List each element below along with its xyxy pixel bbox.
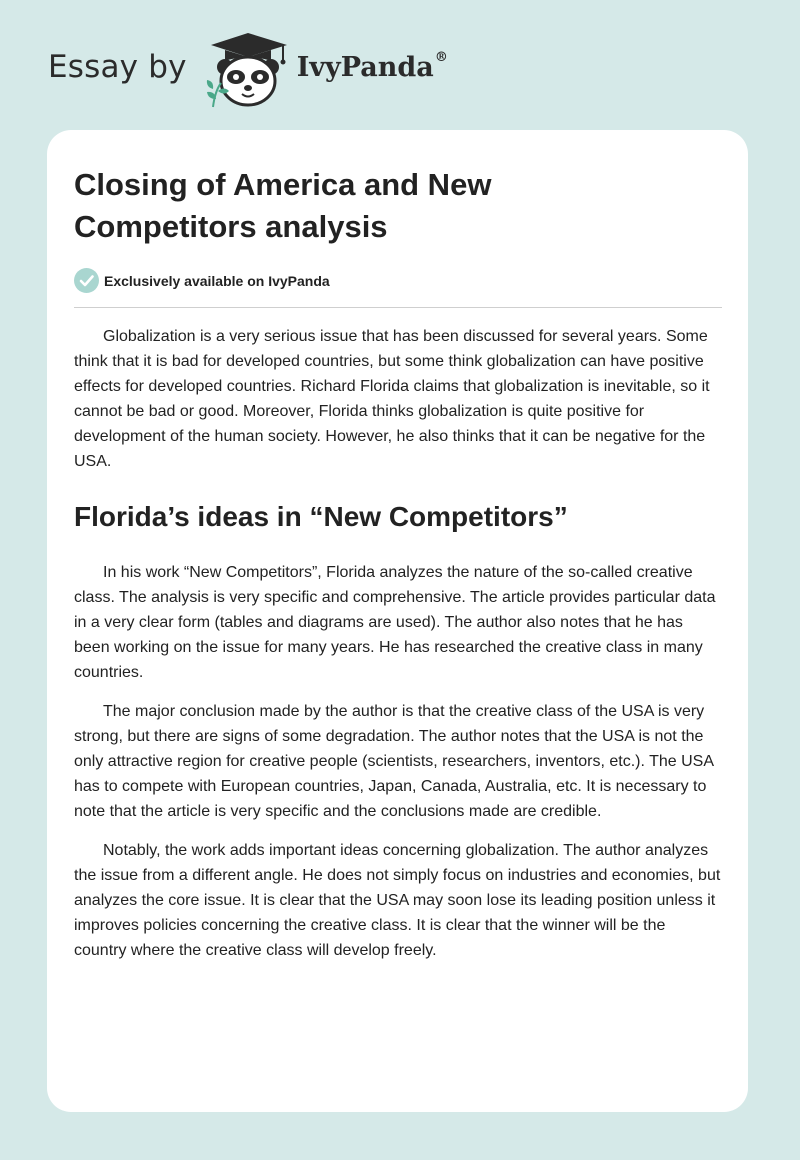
body-paragraph: The major conclusion made by the author is that the creative class of the USA is very strong, but there are signs of some degradation. The author notes that the USA is not the only attractive region for creative people (scientists, researchers, inventors, etc.). The USA has to compete with European countries, Japan, Canada, Australia, etc. It is necessary to note that the article is very specific and the conclusions made are credible.: [74, 703, 714, 820]
section-heading: Florida’s ideas in “New Competitors”: [74, 501, 568, 532]
panda-logo-icon[interactable]: [203, 31, 293, 109]
page-title: Closing of America and New Competitors analysis: [74, 167, 492, 244]
essay-card: [47, 130, 748, 1112]
exclusive-badge: [74, 268, 722, 308]
brand-prefix: Essay by: [48, 49, 187, 85]
brand-name: IvyPanda®: [296, 49, 448, 83]
badge-text: Exclusively available on IvyPanda: [104, 272, 330, 289]
intro-paragraph: Globalization is a very serious issue that has been discussed for several years. Some think that it is bad for developed countries, but some think globalization can have positive effects for developed countries. Richard Florida claims that globalization is inevitable, so it cannot be bad or good. Moreover, Florida thinks globalization is quite positive for development of the human society. However, he also thinks that it can be negative for the USA.: [74, 328, 710, 470]
body-paragraph: In his work “New Competitors”, Florida analyzes the nature of the so-called creative class. The analysis is very specific and comprehensive. The article provides particular data in a very clear form (tables and diagrams are used). The author also notes that he has been working on the issue for many years. He has researched the creative class in many countries.: [74, 564, 716, 681]
site-header: [48, 30, 448, 110]
body-paragraph: Notably, the work adds important ideas concerning globalization. The author analyzes the issue from a different angle. He does not simply focus on industries and economies, but analyzes the core issue. It is clear that the USA may soon lose its leading position unless it improves policies concerning the creative class. It is clear that the winner will be the country where the creative class will develop freely.: [74, 842, 721, 959]
check-badge-icon: [74, 268, 99, 293]
